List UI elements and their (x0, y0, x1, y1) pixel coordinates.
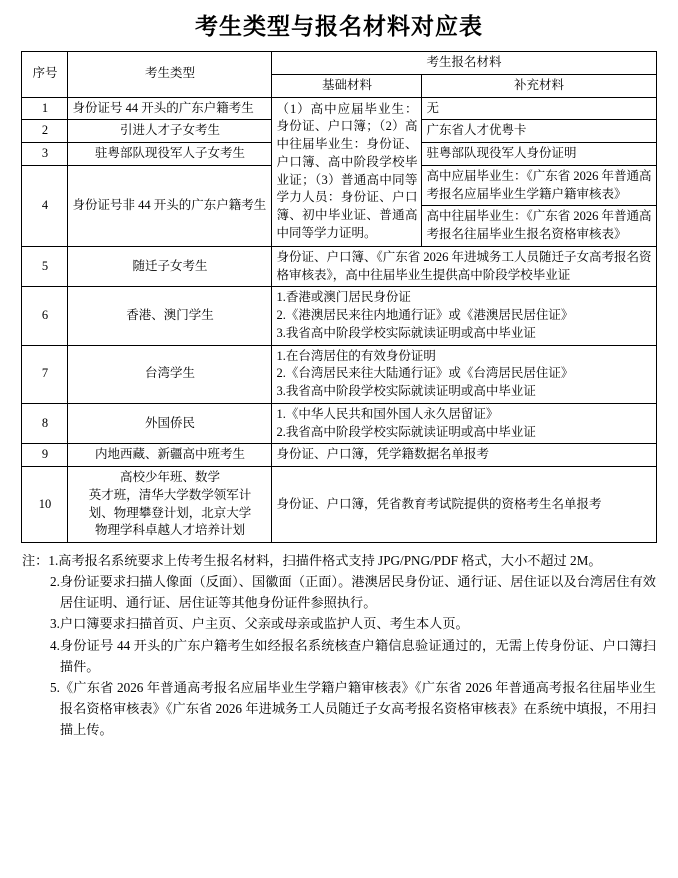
row-materials (272, 403, 656, 444)
material-line: 1.在台湾居住的有效身份证明 (276, 348, 436, 363)
row-extra-materials-previous: 高中往届毕业生：《广东省 2026 年普通高考报名往届毕业生报名资格审核表》 (422, 206, 656, 247)
table-row (22, 345, 656, 403)
table-header-row (22, 52, 656, 75)
row-materials (272, 345, 656, 403)
row-index: 6 (22, 287, 68, 345)
row-materials: 身份证、户口簿，凭省教育考试院提供的资格考生名单报考 (272, 467, 656, 543)
candidate-type-line: 物理学科卓越人才培养计划 (94, 523, 245, 538)
material-line: 1.香港或澳门居民身份证 (276, 290, 411, 305)
table-row (22, 246, 656, 287)
table-row (22, 287, 656, 345)
row-index: 3 (22, 143, 68, 166)
candidate-type-line: 高校少年班、数学 (119, 470, 220, 484)
material-line: 2.《台湾居民来往大陆通行证》或《台湾居民居住证》 (276, 366, 574, 381)
note-item (22, 635, 656, 677)
row-candidate-type (68, 467, 272, 543)
row-candidate-type: 身份证号 44 开头的广东户籍考生 (68, 97, 272, 120)
note-item (22, 613, 656, 634)
table-row (22, 97, 656, 120)
note-number: 2. (50, 574, 60, 590)
row-index: 4 (22, 165, 68, 246)
row-extra-materials: 无 (422, 97, 656, 120)
row-extra-materials: 驻粤部队现役军人身份证明 (422, 143, 656, 166)
candidate-type-line: 英才班，清华大学数学领军计 (88, 487, 252, 502)
note-text: 身份证号 44 开头的广东户籍考生如经报名系统核查户籍信息验证通过的，无需上传身份证、户口簿扫描件。 (59, 637, 656, 674)
note-number: 1. (48, 553, 59, 568)
row-candidate-type: 内地西藏、新疆高中班考生 (68, 444, 272, 467)
row-candidate-type: 随迁子女考生 (68, 246, 272, 287)
row-index: 10 (22, 467, 68, 543)
row-candidate-type: 引进人才子女考生 (68, 120, 272, 143)
notes-section (22, 550, 656, 740)
row-candidate-type: 香港、澳门学生 (68, 287, 272, 345)
row-index: 7 (22, 345, 68, 403)
row-index: 9 (22, 444, 68, 467)
note-text: 高考报名系统要求上传考生报名材料，扫描件格式支持 JPG/PNG/PDF 格式，大小不超过 2M。 (58, 553, 602, 568)
header-candidate-type: 考生类型 (68, 52, 272, 98)
candidate-type-line: 划、物理攀登计划，北京大学 (88, 505, 252, 520)
material-line: 3.我省高中阶段学校实际就读证明或高中毕业证 (276, 384, 536, 398)
row-extra-materials-graduating: 高中应届毕业生：《广东省 2026 年普通高考报名应届毕业生学籍户籍审核表》 (422, 165, 656, 206)
row-extra-materials: 广东省人才优粤卡 (422, 120, 656, 143)
note-text: 身份证要求扫描人像面（反面）、国徽面（正面）。港澳居民身份证、通行证、居住证以及台湾居住有效居住证明、通行证、居住证等其他身份证件参照执行。 (59, 574, 656, 611)
material-line: 3.我省高中阶段学校实际就读证明或高中毕业证 (276, 325, 536, 340)
page-title: 考生类型与报名材料对应表 (195, 14, 483, 39)
note-item (22, 677, 656, 740)
table-row (22, 467, 656, 543)
note-number: 4. (50, 637, 60, 653)
material-line: 1.《中华人民共和国外国人永久居留证》 (276, 406, 499, 421)
note-number: 5. (50, 679, 60, 695)
header-base-materials: 基础材料 (272, 74, 422, 97)
header-extra-materials: 补充材料 (422, 74, 656, 97)
material-line: 2.我省高中阶段学校实际就读证明或高中毕业证 (276, 424, 536, 439)
row-candidate-type: 身份证号非 44 开头的广东户籍考生 (68, 165, 272, 246)
row-candidate-type: 外国侨民 (68, 403, 272, 444)
note-item (22, 550, 656, 571)
row-materials: 身份证、户口簿、《广东省 2026 年进城务工人员随迁子女高考报名资格审核表》，高中往届毕业生提供高中阶段学校毕业证 (272, 246, 656, 287)
row-candidate-type: 台湾学生 (68, 345, 272, 403)
header-index: 序号 (22, 52, 68, 98)
row-materials (272, 287, 656, 345)
candidate-materials-table (21, 51, 656, 543)
note-item (22, 571, 656, 613)
notes-label: 注： (22, 553, 49, 568)
note-text: 户口簿要求扫描首页、户主页、父亲或母亲或监护人页、考生本人页。 (59, 616, 469, 632)
row-candidate-type: 驻粤部队现役军人子女考生 (68, 143, 272, 166)
table-row (22, 403, 656, 444)
note-number: 3. (50, 616, 60, 632)
base-materials-cell: （1）高中应届毕业生：身份证、户口簿；（2）高中往届毕业生：身份证、户口簿、高中阶段学校毕业证；（3）普通高中同等学力人员：身份证、户口簿、初中毕业证、普通高中同等学力证明。 (272, 97, 422, 246)
material-line: 2.《港澳居民来往内地通行证》或《港澳居民居住证》 (276, 308, 574, 322)
row-materials: 身份证、户口簿，凭学籍数据名单报考 (272, 444, 656, 467)
row-index: 8 (22, 403, 68, 444)
table-row (22, 444, 656, 467)
row-index: 1 (22, 97, 68, 120)
row-index: 5 (22, 246, 68, 287)
row-index: 2 (22, 120, 68, 143)
header-materials-group: 考生报名材料 (272, 52, 656, 75)
note-text: 《广东省 2026 年普通高考报名应届毕业生学籍户籍审核表》《广东省 2026 年普通高考报名往届毕业生报名资格审核表》《广东省 2026 年进城务工人员随迁子女高考报名资格审核表》在系统中填报，不用扫描上传。 (59, 679, 656, 737)
